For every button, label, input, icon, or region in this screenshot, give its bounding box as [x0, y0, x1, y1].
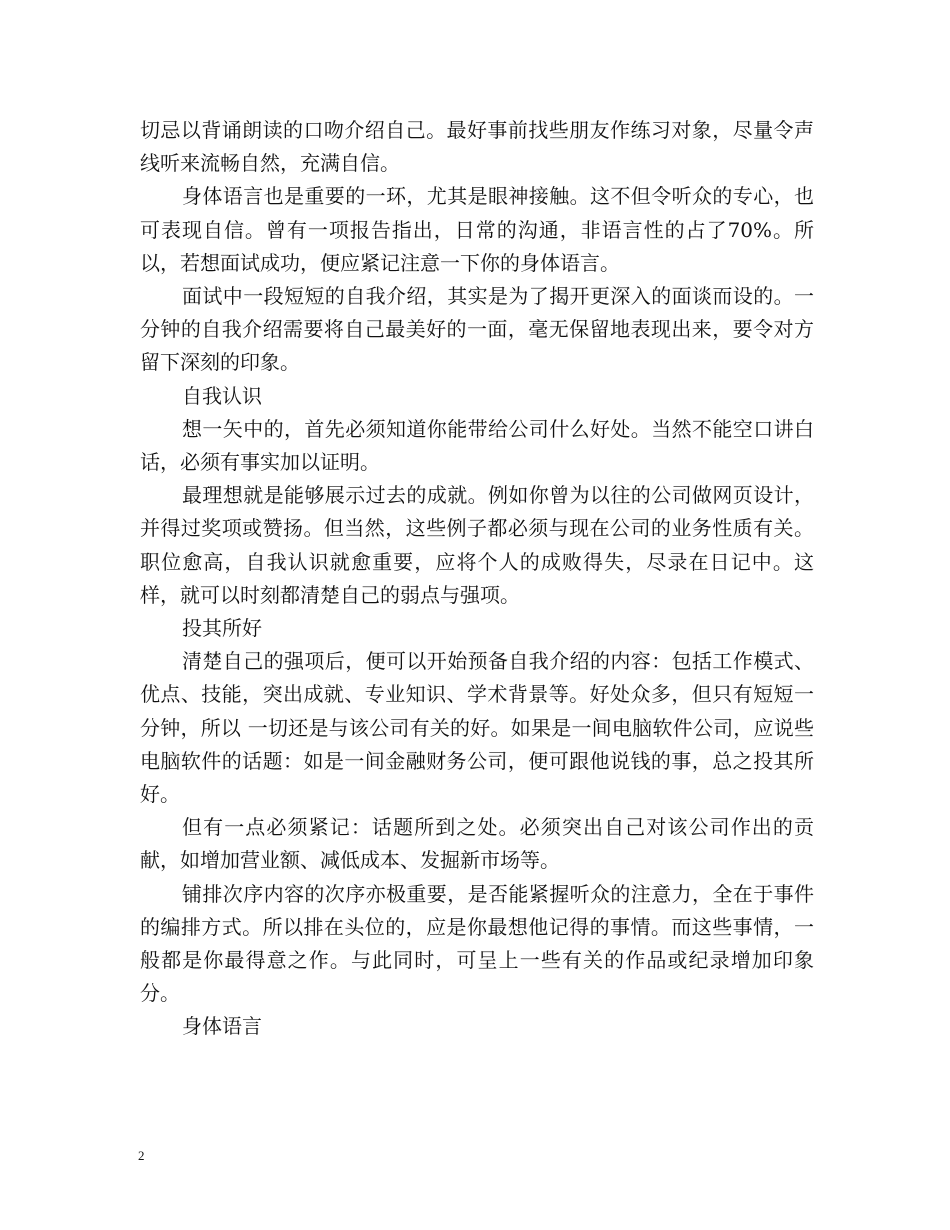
paragraph: 面试中一段短短的自我介绍，其实是为了揭开更深入的面谈而设的。一分钟的自我介绍需要将自己最美好的一面，毫无保留地表现出来，要令对方留下深刻的印象。: [140, 284, 814, 375]
document-body: [140, 114, 814, 1044]
page-number: 2: [138, 1148, 145, 1163]
paragraph: 铺排次序内容的次序亦极重要，是否能紧握听众的注意力，全在于事件的编排方式。所以排在头位的，应是你最想他记得的事情。而这些事情，一般都是你最得意之作。与此同时，可呈上一些有关的作品或纪录增加印象分。: [140, 881, 814, 1006]
section-heading: 投其所好: [182, 616, 262, 641]
paragraph: 但有一点必须紧记：话题所到之处。必须突出自己对该公司作出的贡献，如增加营业额、减低成本、发掘新市场等。: [140, 815, 814, 873]
section-heading: 身体语言: [182, 1014, 262, 1039]
paragraph: 清楚自己的强项后，便可以开始预备自我介绍的内容：包括工作模式、优点、技能，突出成就、专业知识、学术背景等。好处众多，但只有短短一分钟，所以 一切还是与该公司有关的好。如果是一间电脑软件公司，应说些电脑软件的话题：如是一间金融财务公司，便可跟他说钱的事，总之投其所好。: [140, 649, 814, 807]
paragraph: 想一矢中的，首先必须知道你能带给公司什么好处。当然不能空口讲白话，必须有事实加以证明。: [140, 416, 814, 475]
paragraph: 切忌以背诵朗读的口吻介绍自己。最好事前找些朋友作练习对象，尽量令声线听来流畅自然，充满自信。: [140, 118, 814, 176]
section-heading: 自我认识: [182, 383, 262, 408]
paragraph: 最理想就是能够展示过去的成就。例如你曾为以往的公司做网页设计，并得过奖项或赞扬。但当然，这些例子都必须与现在公司的业务性质有关。职位愈高，自我认识就愈重要，应将个人的成败得失，尽录在日记中。这样，就可以时刻都清楚自己的弱点与强项。: [140, 483, 814, 607]
paragraph: 身体语言也是重要的一环，尤其是眼神接触。这不但令听众的专心，也可表现自信。曾有一项报告指出，日常的沟通，非语言性的占了70%。所以，若想面试成功，便应紧记注意一下你的身体语言。: [140, 184, 814, 275]
